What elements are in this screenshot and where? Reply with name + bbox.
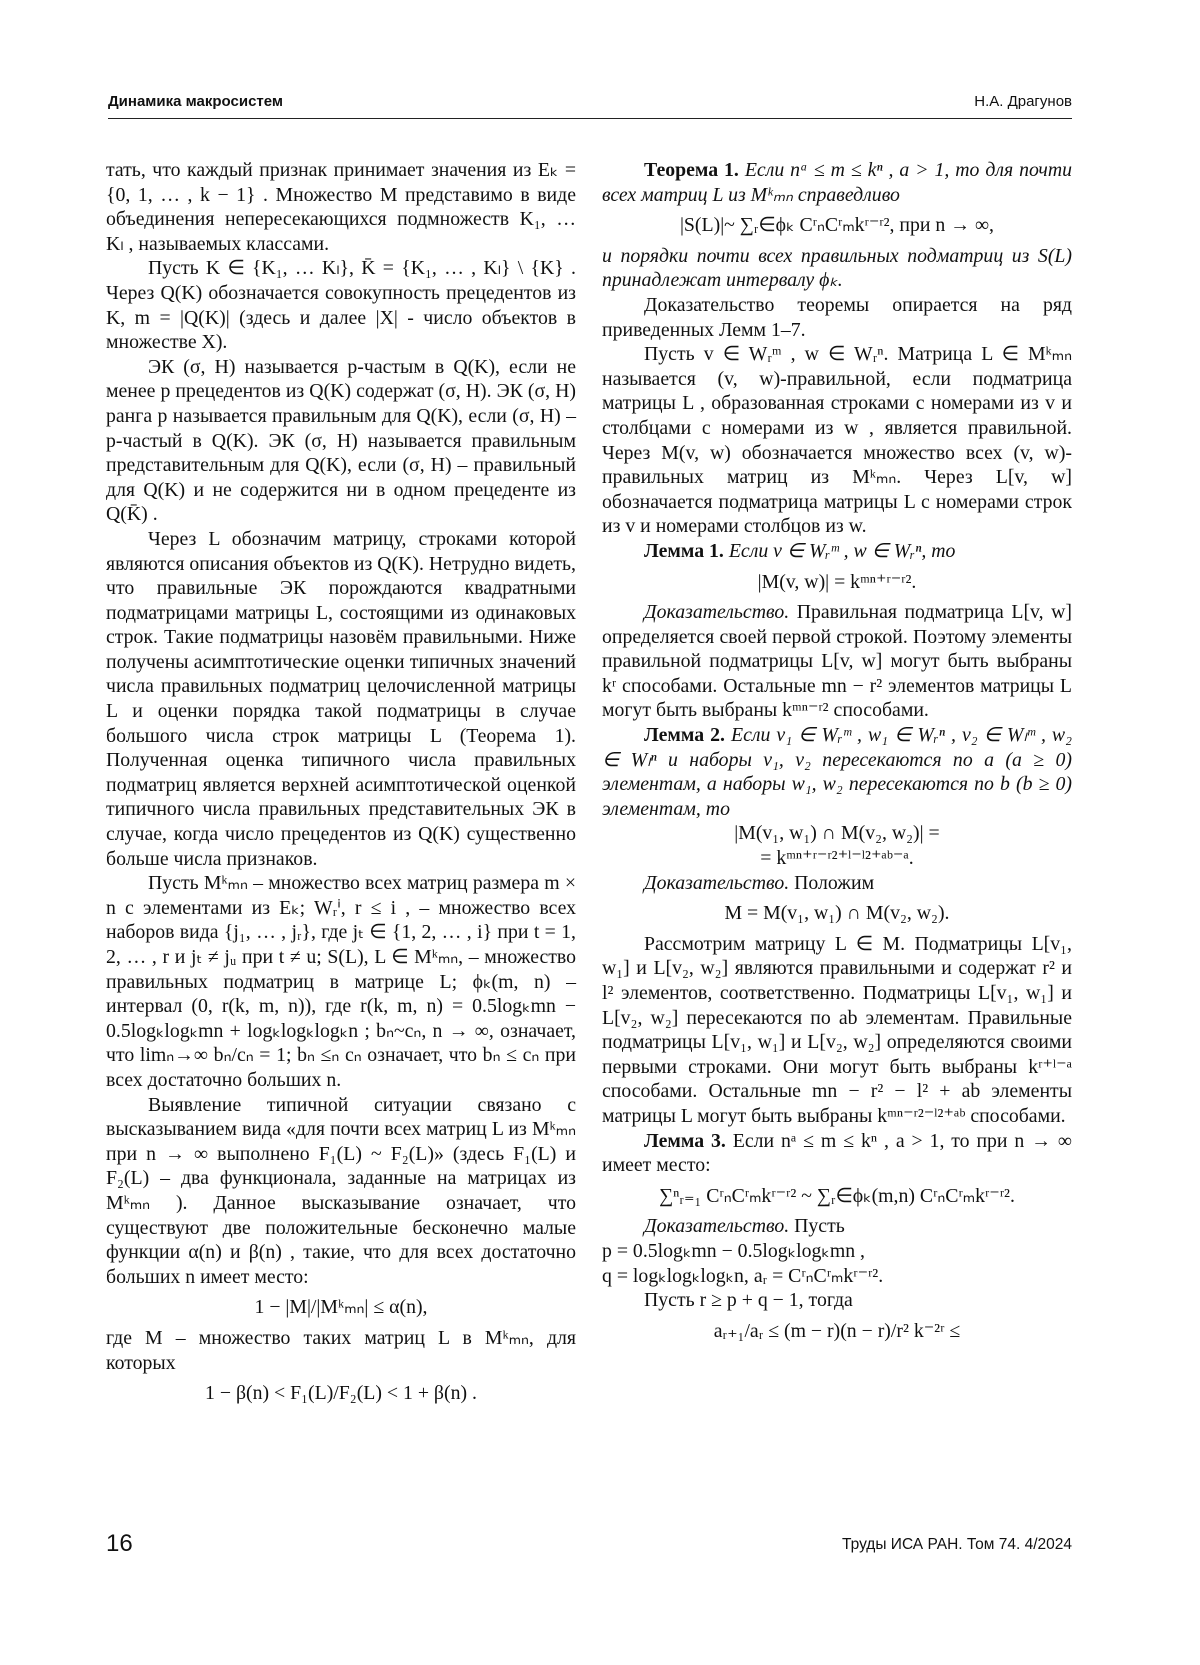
formula: = kᵐⁿ⁺ʳ⁻ʳ²⁺ˡ⁻ˡ²⁺ᵃᵇ⁻ᵃ. [760,847,914,870]
left-column [106,158,576,1412]
paragraph: где M – множество таких матриц L в Mᵏₘₙ, для которых [106,1326,576,1374]
paragraph: Пусть Mᵏₘₙ – множество всех матриц размера m × n с элементами из Eₖ; Wᵣⁱ, r ≤ i , – множество всех наборов вида {j₁, … , jᵣ}, где jₜ ∈ {1, 2, … , i} при t = 1, 2, … , r и jₜ ≠ jᵤ при t ≠ u; S(L), L ∈ Mᵏₘₙ, – множество правильных подматриц в матрице L; ϕₖ(m, n) – интервал (0, r(k, m, n)), где r(k, m, n) = 0.5logₖmn − 0.5logₖlogₖmn + logₖlogₖlogₖn ; bₙ~cₙ, n → ∞, означает, что limₙ→∞ bₙ/cₙ = 1; bₙ ≤ₙ cₙ означает, что bₙ ≤ cₙ при всех достаточно больших n. [106,872,576,1091]
paragraph-text: Если v ∈ Wᵣᵐ , w ∈ Wᵣⁿ, то [728,539,956,562]
formula: aᵣ₊₁/aᵣ ≤ (m − r)(n − r)/r² k⁻²ʳ ≤ [713,1319,961,1342]
paragraph-text: Пусть [794,1215,845,1238]
paragraph-label: Доказательство. [644,601,790,624]
paragraph [602,871,1072,896]
paragraph-label: Доказательство. [644,1215,790,1238]
paragraph-text: Если nᵃ ≤ m ≤ kⁿ , a > 1, то при n → ∞ имеет место: [602,1129,1072,1177]
paragraph-text: Правильная подматрица L[v, w] определяется своей первой строкой. Поэтому элементы правильной подматрицы L[v, w] могут быть выбраны kʳ способами. Остальные mn − r² элементов матрицы L могут быть выбраны kᵐⁿ⁻ʳ² способами. [602,601,1072,722]
formula: ∑ⁿᵣ₌₁ CʳₙCʳₘkʳ⁻ʳ² ~ ∑ᵣ∈ϕₖ(m,n) CʳₙCʳₘkʳ⁻ʳ². [659,1184,1015,1207]
paragraph [602,600,1072,723]
running-head [108,93,1072,119]
section-title: Динамика макросистем [108,93,284,110]
paragraph: тать, что каждый признак принимает значения из Eₖ = {0, 1, … , k − 1} . Множество M представимо в виде объединения непересекающихся подмножеств K₁, … Kₗ , называемых классами. [106,159,576,255]
journal-citation: Труды ИСА РАН. Том 74. 4/2024 [842,1536,1072,1553]
paragraph [602,1214,1072,1239]
paragraph-text: Если nᵃ ≤ m ≤ kⁿ , a > 1, то для почти всех матриц L из Mᵏₘₙ справедливо [602,159,1072,206]
right-column [602,158,1072,1349]
paragraph: Через L обозначим матрицу, строками которой являются описания объектов из Q(K). Нетрудно видеть, что правильные ЭК порождаются квадратными подматрицами матрицы L, состоящими из одинаковых строк. Такие подматрицы назовём правильными. Ниже получены асимптотические оценки типичных значений числа правильных подматриц целочисленной матрицы L и оценки порядка такой подматрицы в случае большого числа строк матрицы L (Теорема 1). Полученная оценка типичного числа правильных подматриц является верхней асимптотической оценкой типичного числа правильных представительных ЭК в случае, когда число прецедентов из Q(K) существенно больше числа признаков. [106,527,576,870]
paragraph: Пусть v ∈ Wᵣᵐ , w ∈ Wᵣⁿ. Матрица L ∈ Mᵏₘₙ называется (v, w)-правильной, если подматрица матрицы L , образованная строками с номерами из v и столбцами с номерами из w , является правильной. Через M(v, w) обозначается множество всех (v, w)-правильных матриц из Mᵏₘₙ. Через L[v, w] обозначается подматрица матрицы L с номерами строк из v и номерами столбцов из w. [602,343,1072,538]
paragraph [602,158,1072,207]
paragraph: Пусть K ∈ {K₁, … Kₗ}, K̄ = {K₁, … , Kₗ} \ {K} . Через Q(K) обозначается совокупность прецедентов из K, m = |Q(K)| (здесь и далее |X| - число объектов в множестве X). [106,257,576,354]
paragraph: p = 0.5logₖmn − 0.5logₖlogₖmn , [602,1239,865,1262]
paragraph: ЭК (σ, H) называется p-частым в Q(K), если не менее p прецедентов из Q(K) содержат (σ, H). ЭК (σ, H) ранга p называется правильным для Q(K), если (σ, H) – p-частый в Q(K). ЭК (σ, H) называется правильным представительным для Q(K), если (σ, H) – правильный для Q(K) и не содержится ни в одном прецеденте из Q(K̄) . [106,355,576,526]
paragraph: q = logₖlogₖlogₖn, aᵣ = CʳₙCʳₘkʳ⁻ʳ². [602,1264,884,1287]
paragraph-label: Доказательство. [644,871,790,894]
paragraph-text: Если v₁ ∈ Wᵣᵐ , w₁ ∈ Wᵣⁿ , v₂ ∈ Wₗᵐ , w₂ ∈ Wₗⁿ и наборы v₁, v₂ пересекаются по a (a ≥ 0) элементам, а наборы w₁, w₂ пересекаются по b (b ≥ 0) элементам, то [602,724,1073,820]
header-rule [108,118,1072,119]
paragraph-label: Лемма 1. [644,539,724,562]
paragraph-text: Положим [794,871,875,894]
author-name: Н.А. Драгунов [974,93,1072,110]
formula: 1 − |M|/|Mᵏₘₙ| ≤ α(n), [254,1296,428,1319]
formula: |M(v₁, w₁) ∩ M(v₂, w₂)| = [734,822,940,845]
paragraph [602,1129,1072,1178]
formula: M = M(v₁, w₁) ∩ M(v₂, w₂). [724,902,950,925]
page-number: 16 [106,1530,133,1557]
paragraph-label: Лемма 3. [644,1129,726,1152]
paragraph: Пусть r ≥ p + q − 1, тогда [644,1289,853,1312]
paragraph-label: Теорема 1. [644,159,739,181]
paragraph-label: Лемма 2. [644,724,725,747]
formula: |M(v, w)| = kᵐⁿ⁺ʳ⁻ʳ². [757,570,917,593]
page-footer [106,1530,1072,1560]
paragraph: и порядки почти всех правильных подматриц из S(L) принадлежат интервалу ϕₖ. [602,244,1072,292]
formula: 1 − β(n) < F₁(L)/F₂(L) < 1 + β(n) . [205,1382,477,1405]
paragraph [602,539,1072,564]
paragraph: Выявление типичной ситуации связано с высказыванием вида «для почти всех матриц L из Mᵏₘₙ при n → ∞ выполнено F₁(L) ~ F₂(L)» (здесь F₁(L) и F₂(L) – два функционала, заданные на матрицах из Mᵏₘₙ ). Данное высказывание означает, что существуют две положительные бесконечно малые функции α(n) и β(n) , такие, что для всех достаточно больших n имеет место: [106,1093,576,1288]
paragraph [602,723,1072,821]
formula: |S(L)|~ ∑ᵣ∈ϕₖ CʳₙCʳₘkʳ⁻ʳ², при n → ∞, [679,214,995,237]
paragraph: Доказательство теоремы опирается на ряд приведенных Лемм 1–7. [602,293,1072,341]
paragraph: Рассмотрим матрицу L ∈ M. Подматрицы L[v₁, w₁] и L[v₂, w₂] являются правильными и содержат r² и l² элементов, соответственно. Подматрицы L[v₁, w₁] и L[v₂, w₂] пересекаются по ab элементам. Правильные подматрицы L[v₁, w₁] и L[v₂, w₂] определяются своими первыми строками. Они могут быть выбраны kʳ⁺ˡ⁻ᵃ способами. Остальные mn − r² − l² + ab элементы матрицы L могут быть выбраны kᵐⁿ⁻ʳ²⁻ˡ²⁺ᵃᵇ способами. [602,932,1072,1127]
